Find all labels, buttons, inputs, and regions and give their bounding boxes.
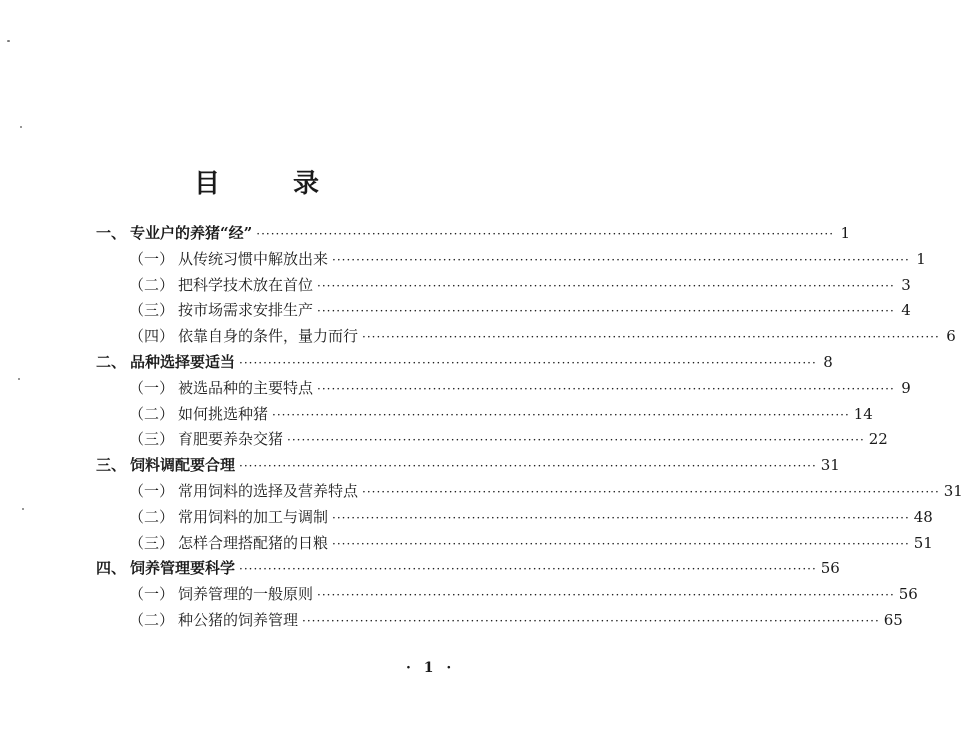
scan-speck	[7, 40, 10, 42]
entry-page-number: 65	[883, 611, 903, 629]
page-number: · 1 ·	[406, 660, 456, 676]
toc-section-entry	[129, 583, 918, 609]
toc-section-entry	[129, 377, 911, 403]
entry-page-number: 51	[913, 533, 933, 552]
entry-number: （三）	[129, 301, 175, 320]
entry-number: （一）	[129, 378, 175, 397]
entry-title: 饲养管理要科学	[130, 559, 236, 578]
entry-title: 按市场需求安排生产	[178, 301, 314, 320]
entry-number: 四、	[96, 559, 127, 578]
entry-page-number: 14	[853, 404, 873, 423]
leader-dots: ························································································································	[256, 227, 835, 241]
leader-dots: ························································································································	[317, 588, 895, 603]
entry-number: （四）	[129, 327, 175, 346]
entry-number: （二）	[129, 611, 175, 629]
toc-section-entry	[129, 428, 888, 454]
leader-dots: ························································································································	[332, 536, 910, 551]
toc-chapter-entry	[96, 351, 833, 377]
toc-section-entry	[129, 325, 956, 351]
toc-chapter-entry	[96, 454, 840, 480]
leader-dots: ························································································································	[332, 252, 910, 267]
entry-title: 饲养管理的一般原则	[178, 585, 314, 604]
leader-dots: ························································································································	[287, 433, 865, 448]
entry-title: 品种选择要适当	[130, 353, 236, 371]
leader-dots: ························································································································	[239, 356, 817, 370]
entry-number: 一、	[96, 224, 127, 242]
leader-dots: ························································································································	[317, 381, 895, 396]
entry-page-number: 56	[820, 559, 840, 578]
entry-title: 种公猪的饲养管理	[178, 611, 299, 629]
entry-number: （三）	[129, 533, 175, 552]
entry-number: （一）	[129, 585, 175, 604]
entry-number: （一）	[129, 482, 175, 500]
scan-speck	[22, 508, 24, 510]
toc-chapter-entry	[96, 557, 840, 583]
entry-page-number: 3	[901, 275, 911, 294]
toc-section-entry	[129, 248, 926, 274]
leader-dots: ························································································································	[317, 278, 895, 293]
entry-page-number: 1	[840, 224, 851, 242]
leader-dots: ························································································································	[362, 485, 940, 499]
toc-section-entry	[129, 506, 933, 532]
entry-title: 从传统习惯中解放出来	[178, 249, 329, 268]
toc-section-entry	[129, 403, 873, 429]
page-title: 目 录	[193, 169, 352, 199]
entry-page-number: 56	[898, 585, 918, 604]
entry-page-number: 6	[946, 327, 956, 346]
scan-speck	[18, 378, 20, 380]
entry-page-number: 31	[943, 482, 963, 500]
toc-section-entry	[129, 274, 911, 300]
entry-page-number: 1	[916, 249, 926, 268]
entry-title: 被选品种的主要特点	[178, 378, 314, 397]
entry-number: （二）	[129, 404, 175, 423]
entry-page-number: 48	[913, 507, 933, 526]
leader-dots: ························································································································	[239, 459, 817, 474]
leader-dots: ························································································································	[239, 562, 817, 577]
entry-number: 三、	[96, 456, 127, 475]
entry-number: （二）	[129, 507, 175, 526]
toc-section-entry	[129, 532, 933, 558]
entry-title: 依靠自身的条件，量力而行	[178, 327, 359, 346]
toc-chapter-entry	[96, 222, 851, 248]
toc-section-entry	[129, 299, 911, 325]
leader-dots: ························································································································	[272, 407, 850, 422]
leader-dots: ························································································································	[302, 614, 880, 628]
leader-dots: ························································································································	[362, 330, 940, 345]
entry-page-number: 9	[901, 378, 911, 397]
entry-number: （一）	[129, 249, 175, 268]
entry-title: 专业户的养猪“经”	[130, 224, 253, 242]
scan-speck	[20, 126, 22, 128]
entry-number: （二）	[129, 275, 175, 294]
leader-dots: ························································································································	[332, 510, 910, 525]
leader-dots: ························································································································	[317, 304, 895, 319]
entry-title: 把科学技术放在首位	[178, 275, 314, 294]
entry-title: 饲料调配要合理	[130, 456, 236, 475]
entry-title: 如何挑选种猪	[178, 404, 269, 423]
entry-number: （三）	[129, 430, 175, 449]
entry-title: 育肥要养杂交猪	[178, 430, 284, 449]
toc-section-entry	[129, 480, 963, 506]
entry-number: 二、	[96, 353, 127, 371]
entry-page-number: 4	[901, 301, 911, 320]
entry-title: 常用饲料的选择及营养特点	[178, 482, 359, 500]
toc-section-entry	[129, 609, 903, 635]
entry-title: 怎样合理搭配猪的日粮	[178, 533, 329, 552]
entry-page-number: 31	[820, 456, 840, 475]
entry-title: 常用饲料的加工与调制	[178, 507, 329, 526]
entry-page-number: 8	[823, 353, 833, 371]
entry-page-number: 22	[868, 430, 888, 449]
